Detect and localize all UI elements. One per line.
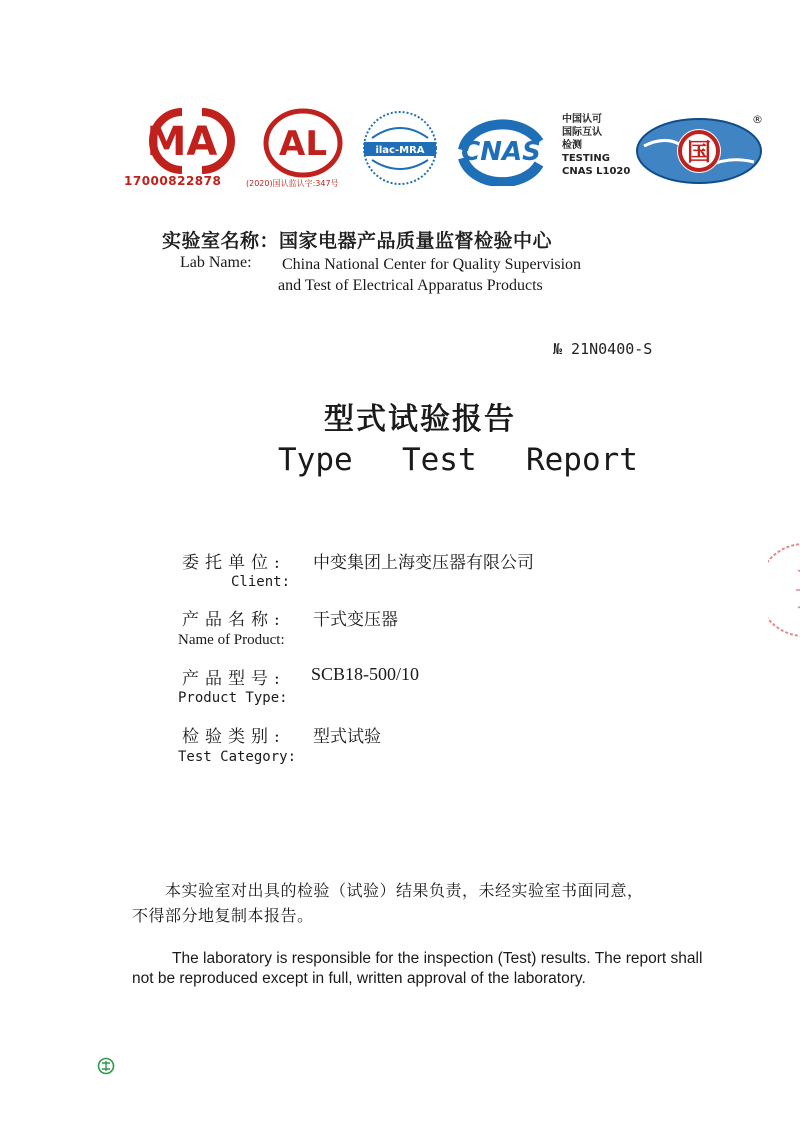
report-number: № 21N0400-S xyxy=(553,340,653,358)
notice-cn-line1: 本实验室对出具的检验（试验）结果负责，未经实验室书面同意， xyxy=(165,881,644,900)
ilac-text: ilac-MRA xyxy=(375,145,425,156)
cqc-text: 国 xyxy=(687,138,711,166)
ilac-mra-logo xyxy=(360,108,440,188)
field-label-client-cn: 委托单位: xyxy=(182,553,286,573)
cal-logo xyxy=(262,108,344,178)
notice-cn-line2: 不得部分地复制本报告。 xyxy=(132,906,314,925)
cnas-text: CNAS xyxy=(461,137,541,167)
cqc-globe-logo xyxy=(634,116,764,186)
field-label-product-name-en: Name of Product: xyxy=(178,632,285,648)
cnas-line: 中国认可 xyxy=(562,114,602,125)
report-title-en: Type Test Report xyxy=(278,442,638,478)
field-value-product-name: 干式变压器 xyxy=(313,610,398,630)
cma-text: MA xyxy=(146,119,218,165)
field-label-product-name-cn: 产品名称: xyxy=(182,610,286,630)
field-value-client: 中变集团上海变压器有限公司 xyxy=(313,553,534,573)
lab-name-en-line1: China National Center for Quality Supervision xyxy=(282,256,582,273)
field-label-product-type-cn: 产品型号: xyxy=(182,669,286,689)
notice-en-line2: not be reproduced except in full, written approval of the laboratory. xyxy=(132,970,586,987)
cal-text: AL xyxy=(279,124,327,164)
cnas-line: CNAS L1020 xyxy=(562,166,631,177)
field-label-client-en: Client: xyxy=(231,574,291,590)
field-label-product-type-en: Product Type: xyxy=(178,690,288,706)
field-value-test-category: 型式试验 xyxy=(313,727,381,747)
field-value-product-type: SCB18-500/10 xyxy=(311,664,420,684)
cnas-line: 国际互认 xyxy=(562,127,602,138)
notice-en-line1: The laboratory is responsible for the inspection (Test) results. The report shall xyxy=(172,950,703,967)
cnas-line: 检测 xyxy=(562,140,582,151)
field-label-test-category-cn: 检验类别: xyxy=(182,727,286,747)
cnas-logo xyxy=(455,114,547,186)
cma-logo xyxy=(126,108,238,174)
cma-number: 17000822878 xyxy=(124,174,222,188)
registered-mark: ® xyxy=(752,113,763,126)
lab-name-en-line2: and Test of Electrical Apparatus Products xyxy=(278,277,543,294)
lab-name-cn: 实验室名称：国家电器产品质量监督检验中心 xyxy=(162,230,553,252)
partial-seal-stamp xyxy=(768,540,800,640)
field-label-test-category-en: Test Category: xyxy=(178,749,297,765)
cnas-accreditation-text xyxy=(562,113,630,178)
cal-caption: (2020)国认监认字:347号 xyxy=(246,179,339,188)
lab-name-label-en: Lab Name: xyxy=(180,254,252,271)
report-title-cn: 型式试验报告 xyxy=(324,402,516,437)
small-stamp-icon xyxy=(97,1057,115,1075)
cnas-line: TESTING xyxy=(562,153,610,164)
